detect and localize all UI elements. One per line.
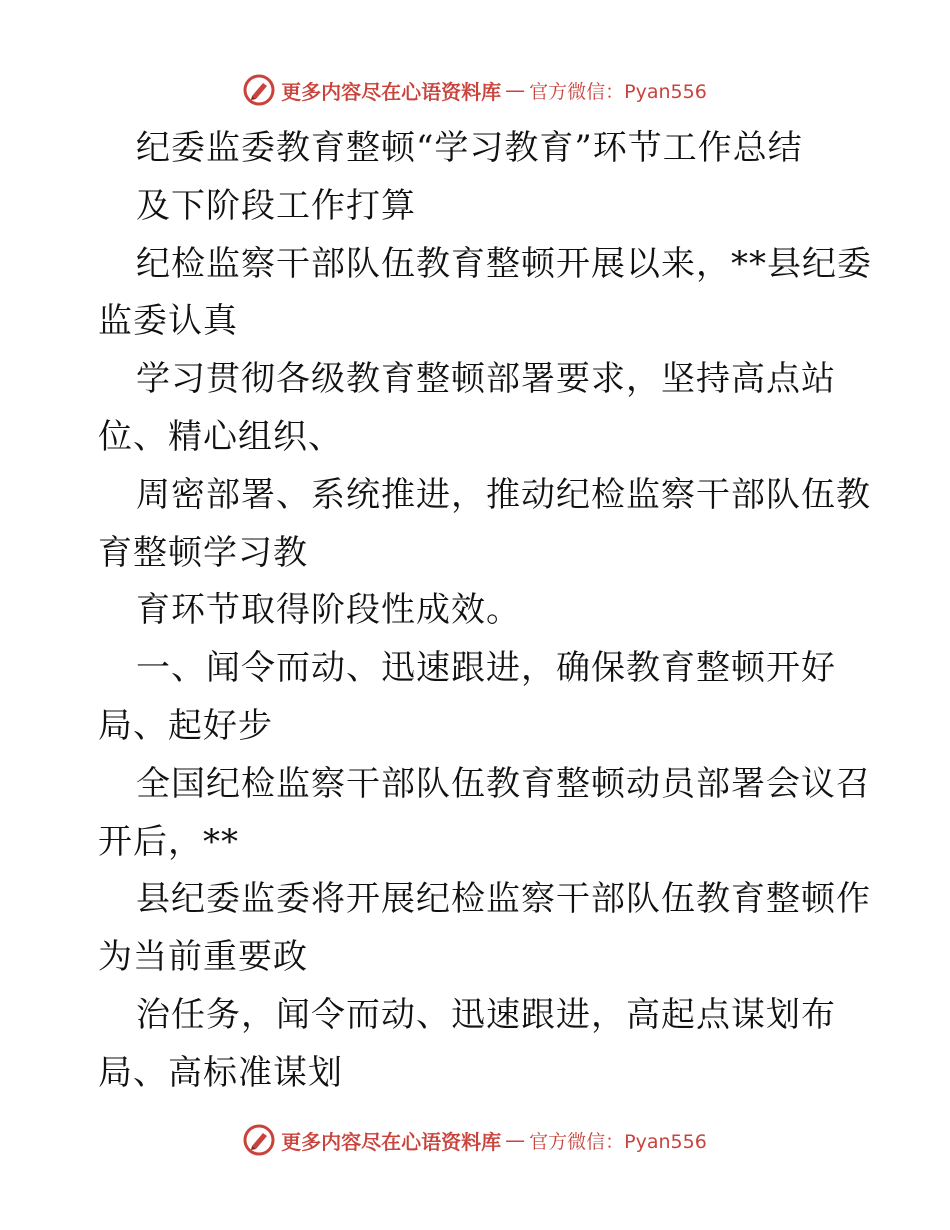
watermark-dash: — xyxy=(505,1128,526,1152)
text-line: 全国纪检监察干部队伍教育整顿动员部署会议召 xyxy=(136,763,871,804)
watermark-main-text: 更多内容尽在心语资料库 xyxy=(281,1129,502,1154)
text-line: 学习贯彻各级教育整顿部署要求，坚持高点站 xyxy=(136,359,836,400)
document-body xyxy=(98,120,872,1103)
section-heading-line: 局、起好步 xyxy=(98,705,273,746)
text-line: 纪检监察干部队伍教育整顿开展以来，**县纪委 xyxy=(136,243,872,284)
text-line: 育整顿学习教 xyxy=(98,532,308,573)
watermark-main-text: 更多内容尽在心语资料库 xyxy=(281,79,502,104)
text-line: 县纪委监委将开展纪检监察干部队伍教育整顿作 xyxy=(136,879,871,920)
watermark-footer xyxy=(0,1120,950,1160)
watermark-sub-text: 官方微信：Pyan556 xyxy=(529,80,707,103)
text-line: 开后，** xyxy=(98,821,239,862)
watermark-sub-text: 官方微信：Pyan556 xyxy=(529,1130,707,1153)
watermark-dash: — xyxy=(505,78,526,102)
text-line: 育环节取得阶段性成效。 xyxy=(136,590,521,631)
title-line-1: 纪委监委教育整顿“学习教育”环节工作总结 xyxy=(136,128,803,168)
watermark-header xyxy=(0,70,950,110)
book-pen-logo-icon xyxy=(243,74,275,106)
text-line: 局、高标准谋划 xyxy=(98,1052,343,1093)
section-heading-line: 一、闻令而动、迅速跟进，确保教育整顿开好 xyxy=(136,648,836,689)
text-line: 位、精心组织、 xyxy=(98,416,343,457)
text-line: 为当前重要政 xyxy=(98,937,308,978)
text-line: 周密部署、系统推进，推动纪检监察干部队伍教 xyxy=(136,474,871,515)
text-line: 监委认真 xyxy=(98,301,238,342)
text-line: 治任务，闻令而动、迅速跟进，高起点谋划布 xyxy=(136,994,836,1035)
book-pen-logo-icon xyxy=(243,1124,275,1156)
title-line-2: 及下阶段工作打算 xyxy=(136,185,416,226)
